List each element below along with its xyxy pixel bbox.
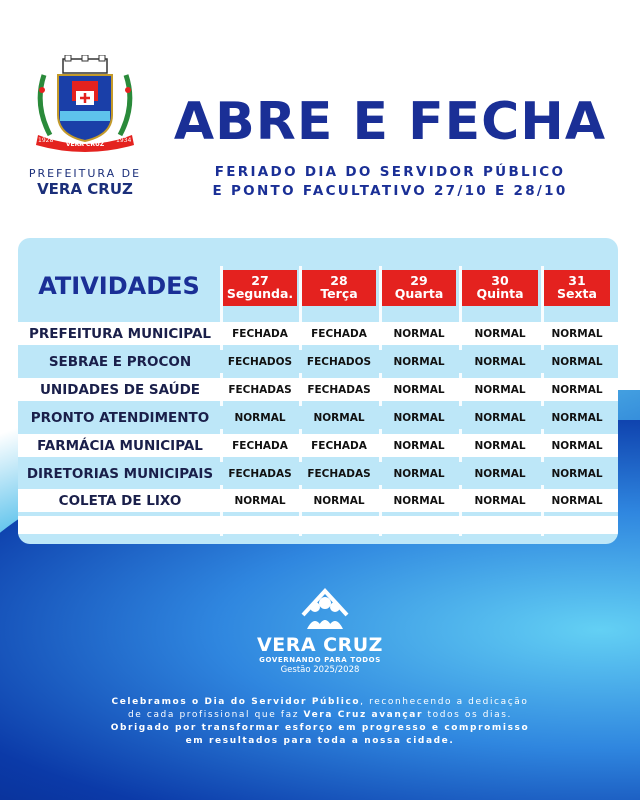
activity-name: FARMÁCIA MUNICIPAL bbox=[37, 438, 203, 454]
activity-name: SEBRAE E PROCON bbox=[48, 354, 192, 370]
footer-text-segment: de cada profissional que faz bbox=[127, 710, 304, 720]
day-name: Sexta bbox=[557, 286, 597, 301]
activity-name: UNIDADES DE SAÚDE bbox=[39, 382, 201, 398]
table-row bbox=[18, 378, 618, 401]
status-cell: NORMAL bbox=[551, 440, 603, 452]
status-cell: NORMAL bbox=[393, 495, 445, 507]
table-row bbox=[18, 462, 618, 485]
status-cell: FECHADAS bbox=[228, 384, 292, 396]
day-header bbox=[382, 270, 456, 306]
status-cell: NORMAL bbox=[474, 440, 526, 452]
activity-name: PREFEITURA MUNICIPAL bbox=[28, 326, 212, 342]
status-cell: NORMAL bbox=[393, 440, 445, 452]
footer-line bbox=[70, 735, 570, 748]
crest-year-left: 1928 bbox=[38, 137, 54, 144]
status-cell: NORMAL bbox=[551, 412, 603, 424]
status-cell: FECHADAS bbox=[307, 468, 371, 480]
status-cell: FECHADA bbox=[232, 328, 288, 340]
status-cell: NORMAL bbox=[551, 356, 603, 368]
status-cell: FECHADA bbox=[311, 328, 367, 340]
status-cell: NORMAL bbox=[313, 412, 365, 424]
day-header bbox=[462, 270, 538, 306]
footer-line bbox=[70, 709, 570, 722]
subtitle-line-1: FERIADO DIA DO SERVIDOR PÚBLICO bbox=[214, 164, 566, 180]
subtitle-line-2: E PONTO FACULTATIVO 27/10 E 28/10 bbox=[212, 183, 568, 199]
table-row bbox=[18, 434, 618, 457]
crest-year-right: 1934 bbox=[116, 137, 132, 144]
logo-city-name: VERA CRUZ bbox=[257, 634, 383, 656]
status-cell: FECHADOS bbox=[227, 356, 293, 368]
footer-text-segment: , reconhecendo a dedicação bbox=[360, 697, 529, 707]
day-name: Quinta bbox=[476, 286, 524, 301]
status-cell: NORMAL bbox=[474, 495, 526, 507]
table-row bbox=[18, 489, 618, 512]
status-cell: NORMAL bbox=[313, 495, 365, 507]
status-cell: NORMAL bbox=[474, 468, 526, 480]
day-number: 30 bbox=[491, 273, 509, 288]
table-row bbox=[18, 322, 618, 345]
footer-line bbox=[70, 722, 570, 735]
status-cell: FECHADA bbox=[232, 440, 288, 452]
footer-text-segment: Vera Cruz avançar bbox=[303, 710, 424, 720]
government-logo-icon bbox=[295, 585, 355, 633]
status-cell: NORMAL bbox=[551, 495, 603, 507]
status-cell: NORMAL bbox=[393, 468, 445, 480]
status-cell: NORMAL bbox=[551, 384, 603, 396]
day-header bbox=[223, 270, 297, 306]
footer-text-segment: todos os dias. bbox=[423, 710, 513, 720]
status-cell: NORMAL bbox=[474, 384, 526, 396]
table-row bbox=[18, 406, 618, 429]
status-cell: NORMAL bbox=[474, 412, 526, 424]
activity-name: DIRETORIAS MUNICIPAIS bbox=[26, 466, 214, 482]
day-name: Quarta bbox=[394, 286, 444, 301]
status-cell: FECHADOS bbox=[306, 356, 372, 368]
crest-ribbon-text: VERA CRUZ bbox=[65, 141, 105, 148]
activity-name: COLETA DE LIXO bbox=[58, 493, 182, 509]
status-cell: NORMAL bbox=[234, 495, 286, 507]
day-name: Terça bbox=[320, 286, 358, 301]
day-header bbox=[544, 270, 610, 306]
day-header bbox=[302, 270, 376, 306]
status-cell: NORMAL bbox=[474, 356, 526, 368]
page-title: ABRE E FECHA bbox=[173, 92, 607, 152]
city-crest bbox=[30, 55, 140, 150]
status-cell: NORMAL bbox=[234, 412, 286, 424]
activities-header: ATIVIDADES bbox=[38, 272, 200, 300]
status-cell: NORMAL bbox=[551, 328, 603, 340]
footer-text-segment: em resultados para toda a nossa cidade. bbox=[185, 736, 455, 746]
schedule-table bbox=[18, 238, 618, 544]
logo-gestao: Gestão 2025/2028 bbox=[280, 665, 360, 675]
day-number: 29 bbox=[410, 273, 428, 288]
prefeitura-label: PREFEITURA DE bbox=[28, 167, 142, 180]
table-row-empty bbox=[18, 516, 618, 534]
footer-text-segment: Celebramos o Dia do Servidor Público bbox=[111, 697, 361, 707]
activity-name: PRONTO ATENDIMENTO bbox=[30, 410, 210, 426]
status-cell: NORMAL bbox=[474, 328, 526, 340]
status-cell: FECHADAS bbox=[228, 468, 292, 480]
status-cell: FECHADA bbox=[311, 440, 367, 452]
status-cell: NORMAL bbox=[551, 468, 603, 480]
status-cell: NORMAL bbox=[393, 384, 445, 396]
status-cell: NORMAL bbox=[393, 412, 445, 424]
day-number: 27 bbox=[251, 273, 269, 288]
page-subtitle bbox=[170, 163, 610, 201]
logo-tagline: GOVERNANDO PARA TODOS bbox=[259, 656, 381, 664]
day-name: Segunda. bbox=[226, 286, 294, 301]
city-name-label: VERA CRUZ bbox=[37, 180, 133, 198]
table-row bbox=[18, 350, 618, 373]
day-number: 31 bbox=[568, 273, 586, 288]
status-cell: FECHADAS bbox=[307, 384, 371, 396]
footer-text-segment: Obrigado por transformar esforço em progresso e compromisso bbox=[110, 723, 530, 733]
footer-line bbox=[70, 696, 570, 709]
footer-message bbox=[70, 696, 570, 748]
day-number: 28 bbox=[330, 273, 348, 288]
status-cell: NORMAL bbox=[393, 356, 445, 368]
status-cell: NORMAL bbox=[393, 328, 445, 340]
